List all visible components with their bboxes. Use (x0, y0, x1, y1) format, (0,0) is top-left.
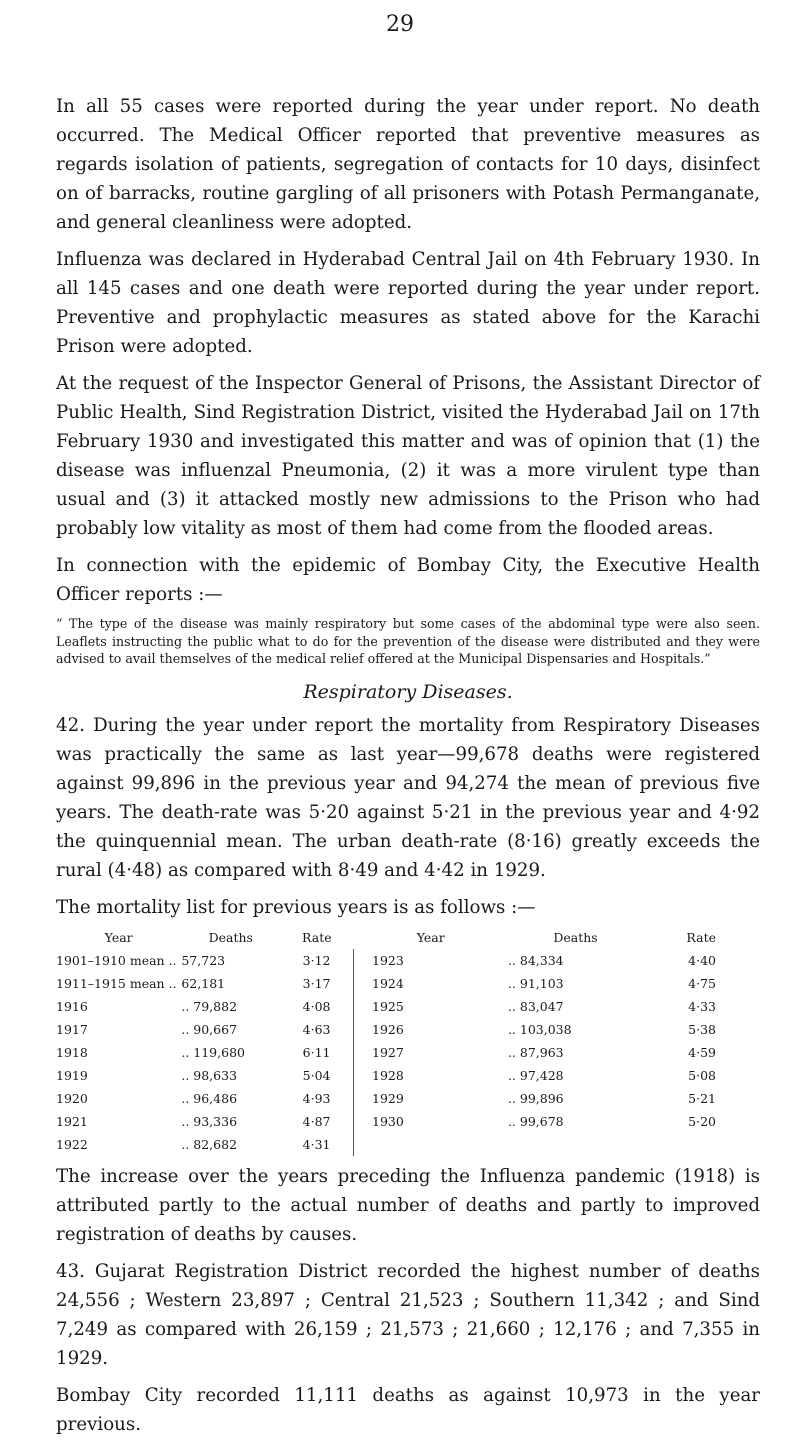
rate-cell (643, 1133, 716, 1156)
table-row (56, 972, 716, 995)
block-quote: “ The type of the disease was mainly respiratory but some cases of the abdominal type were also seen. Leaflets instructing the public what to do for the prevention of the disease were distributed and they were advised to avail themselves of the medical relief offered at the Municipal Dispensaries and Hospitals.” (56, 616, 760, 666)
document-body (56, 92, 760, 1447)
col-header-year: Year (416, 929, 445, 945)
col-header-rate: Rate (686, 929, 716, 945)
rate-cell: 3·12 (302, 952, 331, 968)
deaths-cell: .. 99,678 (507, 1113, 564, 1129)
year-cell: 1923 (354, 949, 508, 972)
table-row (56, 1110, 716, 1133)
deaths-cell: .. 98,633 (181, 1067, 238, 1083)
deaths-cell: .. 103,038 (507, 1021, 572, 1037)
rate-cell: 5·08 (688, 1067, 716, 1083)
year-cell: 1930 (354, 1110, 508, 1133)
deaths-cell: .. 84,334 (507, 952, 564, 968)
rate-cell: 4·93 (302, 1090, 331, 1106)
table-row (56, 1064, 716, 1087)
deaths-cell (508, 1133, 643, 1156)
deaths-cell: 62,181 (181, 975, 226, 991)
table-row (56, 1018, 716, 1041)
col-header-deaths: Deaths (553, 929, 598, 945)
page-number: 29 (386, 12, 414, 37)
year-cell: 1917 (56, 1021, 88, 1037)
rate-cell: 5·21 (688, 1090, 716, 1106)
year-cell: 1918 (56, 1044, 88, 1060)
rate-cell: 4·31 (302, 1136, 331, 1152)
year-cell (354, 1133, 508, 1156)
paragraph: 43. Gujarat Registration District recorded the highest number of deaths 24,556 ; Western 23,897 ; Central 21,523 ; Southern 11,342 ; and Sind 7,249 as compared with 26,159 ; 21,573 ; 21,660 ; 12,176 ; and 7,355 in 1929. (56, 1260, 760, 1369)
year-cell: 1924 (354, 972, 508, 995)
year-cell: 1928 (354, 1064, 508, 1087)
year-cell: 1911–1915 mean .. (56, 975, 177, 991)
table-header-row (56, 926, 716, 949)
rate-cell: 4·33 (688, 998, 716, 1014)
deaths-cell: .. 79,882 (181, 998, 238, 1014)
paragraph: The increase over the years preceding the Influenza pandemic (1918) is attributed partly to the actual number of deaths and partly to improved registration of deaths by causes. (56, 1165, 760, 1245)
rate-cell: 4·63 (302, 1021, 331, 1037)
rate-cell: 6·11 (302, 1044, 331, 1060)
table-row (56, 1087, 716, 1110)
rate-cell: 3·17 (302, 975, 331, 991)
paragraph: 42. During the year under report the mortality from Respiratory Diseases was practically the same as last year—99,678 deaths were registered against 99,896 in the previous year and 94,274 the mean of previous five years. The death-rate was 5·20 against 5·21 in the previous year and 4·92 the quinquennial mean. The urban death-rate (8·16) greatly exceeds the rural (4·48) as compared with 8·49 and 4·42 in 1929. (56, 714, 760, 881)
year-cell: 1921 (56, 1113, 88, 1129)
col-header-year: Year (104, 929, 133, 945)
table-row (56, 1133, 716, 1156)
deaths-cell: .. 82,682 (181, 1136, 238, 1152)
year-cell: 1916 (56, 998, 88, 1014)
paragraph: In connection with the epidemic of Bombay City, the Executive Health Officer reports :— (56, 555, 760, 605)
rate-cell: 4·75 (688, 975, 716, 991)
deaths-cell: .. 97,428 (507, 1067, 564, 1083)
year-cell: 1926 (354, 1018, 508, 1041)
year-cell: 1901–1910 mean .. (56, 952, 177, 968)
deaths-cell: .. 90,667 (181, 1021, 238, 1037)
table-row (56, 995, 716, 1018)
paragraph: At the request of the Inspector General of Prisons, the Assistant Director of Public Health, Sind Registration District, visited the Hyderabad Jail on 17th February 1930 and investigated this matter and was of opinion that (1) the disease was influenzal Pneumonia, (2) it was a more virulent type than usual and (3) it attacked mostly new admissions to the Prison who had probably low vitality as most of them had come from the flooded areas. (56, 373, 760, 539)
rate-cell: 4·87 (302, 1113, 331, 1129)
year-cell: 1919 (56, 1067, 88, 1083)
rate-cell: 5·20 (688, 1113, 716, 1129)
section-heading: Respiratory Diseases. (303, 680, 513, 703)
deaths-cell: .. 119,680 (181, 1044, 245, 1060)
rate-cell: 5·04 (302, 1067, 331, 1083)
rate-cell: 4·59 (688, 1044, 716, 1060)
year-cell: 1925 (354, 995, 508, 1018)
deaths-cell: .. 83,047 (507, 998, 564, 1014)
col-header-deaths: Deaths (208, 929, 253, 945)
rate-cell: 4·08 (302, 998, 331, 1014)
deaths-cell: 57,723 (181, 952, 226, 968)
deaths-cell: .. 96,486 (181, 1090, 238, 1106)
rate-cell: 4·40 (688, 952, 716, 968)
paragraph: The mortality list for previous years is as follows :— (56, 896, 536, 918)
paragraph: Influenza was declared in Hyderabad Central Jail on 4th February 1930. In all 145 cases and one death were reported during the year under report. Preventive and prophylactic measures as stated above for the Karachi Prison were adopted. (56, 249, 760, 357)
paragraph: Bombay City recorded 11,111 deaths as against 10,973 in the year previous. (56, 1384, 760, 1435)
paragraph: In all 55 cases were reported during the year under report. No death occurred. The Medical Officer reported that preventive measures as regards isolation of patients, segregation of contacts for 10 days, disinfect on of barracks, routine gargling of all prisoners with Potash Permanganate, and general cleanliness were adopted. (56, 96, 760, 233)
mortality-table (56, 926, 716, 1156)
year-cell: 1929 (354, 1087, 508, 1110)
year-cell: 1922 (56, 1136, 88, 1152)
rate-cell: 5·38 (688, 1021, 716, 1037)
year-cell: 1927 (354, 1041, 508, 1064)
col-header-rate: Rate (302, 929, 332, 945)
deaths-cell: .. 99,896 (507, 1090, 564, 1106)
year-cell: 1920 (56, 1090, 88, 1106)
deaths-cell: .. 87,963 (507, 1044, 564, 1060)
table-row (56, 949, 716, 972)
deaths-cell: .. 93,336 (181, 1113, 238, 1129)
table-row (56, 1041, 716, 1064)
deaths-cell: .. 91,103 (507, 975, 564, 991)
